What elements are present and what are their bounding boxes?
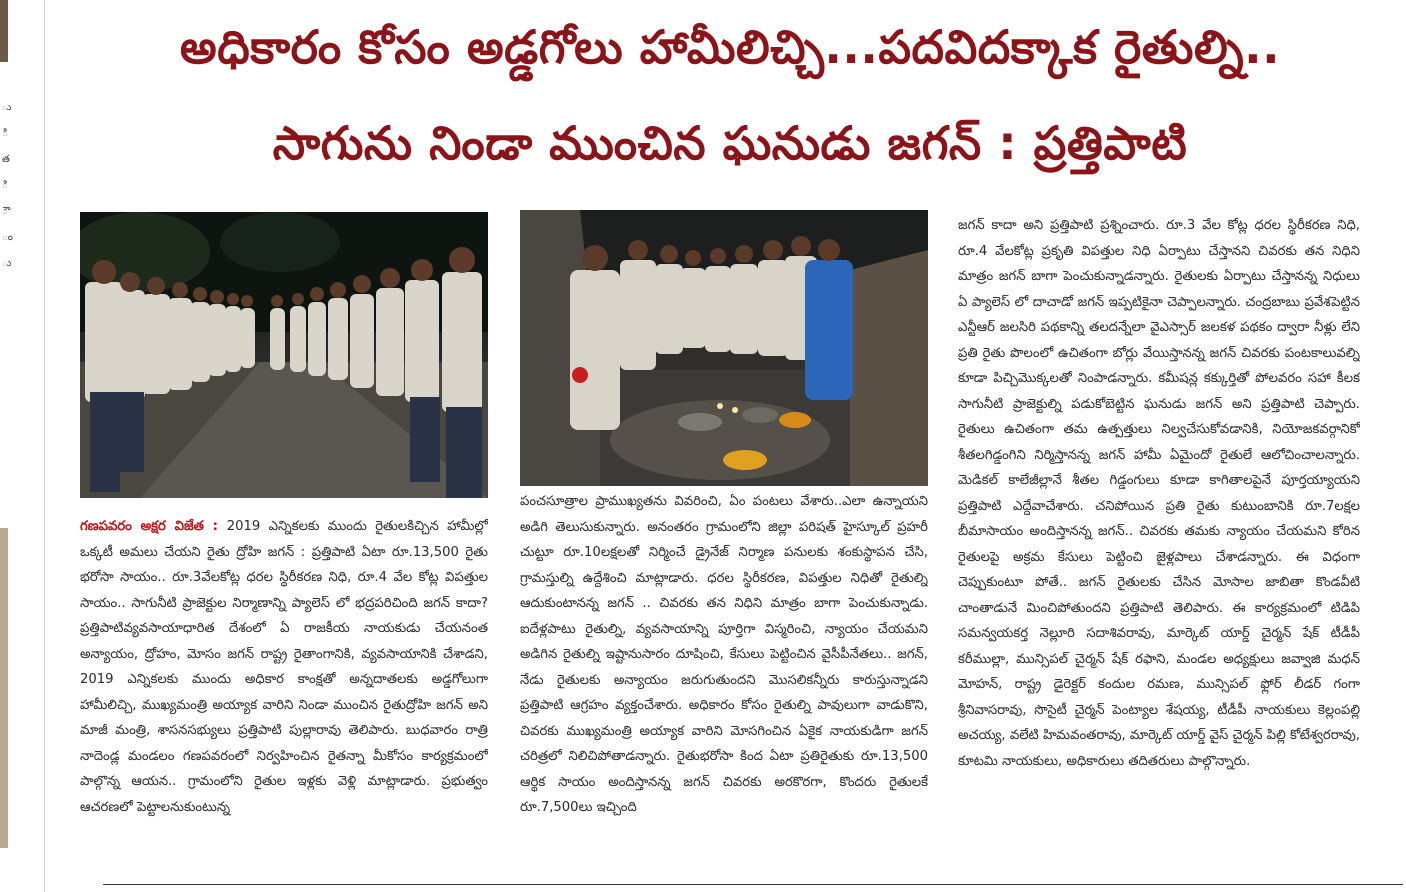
adjacent-photo-fragment: [0, 0, 8, 62]
article-body-part-3: జగన్ కాదా అని ప్రత్తిపాటి ప్రశ్నించారు. రూ.3 వేల కోట్ల ధరల స్థిరీకరణ నిధి, రూ.4 వేలకోట్ల ప్రకృతి విపత్తుల నిధి ఏర్పాటు చేస్తానని చివరకు తన నిధిని మాత్రం జగన్ బాగా పెంచుకున్నాడన్నారు. రైతులకు ఏర్పాటు చేస్తానన్న నిధులు ఏ ప్యాలెస్ లో దాచాడో జగన్ ఇప్పటికైనా చెప్పాలన్నారు. చంద్రబాబు ప్రవేశపెట్టిన ఎన్టీఆర్ జలసిరి పథకాన్ని తలదన్నేలా వైఎస్సార్ జలకళ పథకం ద్వారా నీళ్లు లేని ప్రతి రైతు పొలంలో ఉచితంగా బోర్లు వేయిస్తానన్న జగన్ చివరకు పంటకాలువల్ని కూడా పిచ్చిమొక్కలతో నింపాడన్నారు. కమీషన్ల కక్కుర్తితో పోలవరం సహా కీలక సాగునీటి ప్రాజెక్టుల్ని పడుకోబెట్టిన ఘనుడు జగన్ అని ప్రత్తిపాటి చెప్పారు. రైతులు ఉచితంగా తమ ఉత్పత్తులు నిల్వచేసుకోవడానికి, నియోజకవర్గానికో శీతలగిడ్డంగిని నిర్మిస్తానన్న జగన్ హామీ ఏమైందో రైతులే ఆలోచించాలన్నారు. మెడికల్ కాలేజీల్లానే శీతల గిడ్డంగులు కూడా కాగితాలపైనే పూర్తయ్యాయని ప్రత్తిపాటి ఎద్దేవాచేశారు. చనిపోయిన ప్రతి రైతు కుటుంబానికి రూ.7లక్షల బీమాసాయం అందిస్తానన్న జగన్.. చివరకు తమకు న్యాయం చేయమని కోరిన రైతులపై అక్రమ కేసులు పెట్టించి జైళ్లపాలు చేశాడన్నారు. ఈ విధంగా చెప్పుకుంటూ పోతే.. జగన్ రైతులకు చేసిన మోసాల జాబితా కొండవీటి చాంతాడునే మించిపోతుందని ప్రత్తిపాటి తెలిపారు. ఈ కార్యక్రమంలో టిడిపి సమన్వయకర్త నెల్లూరి సదాశివరావు, మార్కెట్ యార్డ్ చైర్మన్ షేక్ టీడీపీ కరీముల్లా, మున్సిపల్ చైర్మన్ షేక్ రఫాని, మండల అధ్యక్షులు జవ్వాజి మధన్ మోహన్, రాష్ట్ర డైరెక్టర్ కందుల రమణ, మున్సిపల్ ఫ్లోర్ లీడర్ గంగా శ్రీనివాసరావు, సొసైటీ చైర్మన్ పెంట్యాల శేషయ్య, టీడీపీ నాయకులు కెల్లంపల్లి అచయ్య, వలేటి హిమవంతరావు, మార్కెట్ యార్డ్ వైస్ చైర్మన్ పిల్లి కోటేశ్వరరావు, కూటమి నాయకులు, అధికారులు తదితరులు పాల్గొన్నారు.: [958, 218, 1360, 769]
column-divider: [44, 0, 45, 892]
news-photo-gathering: [80, 212, 488, 498]
bottom-divider: [103, 884, 1403, 885]
dateline: గణపవరం అక్షర విజేత: [80, 519, 204, 534]
adjacent-column-strip: [0, 0, 24, 892]
headline-line-2: సాగును నిండా ముంచిన ఘనుడు జగన్ : ప్రత్తిపాటి: [272, 116, 1188, 170]
photo-illustration: [80, 212, 488, 498]
article-column-2: [520, 489, 928, 866]
photo-illustration: [520, 210, 928, 486]
article-body-part-1: 2019 ఎన్నికలకు ముందు రైతులకిచ్చిన హామీల్లో ఒక్కటీ అమలు చేయని రైతు ద్రోహి జగన్ : ప్రత్తిపాటి ఏటా రూ.13,500 రైతు భరోసా సాయం.. రూ.3వేలకోట్ల ధరల స్థిరీకరణ నిధి, రూ.4 వేల కోట్ల విపత్తుల సాయం.. సాగునీటి ప్రాజెక్టుల నిర్మాణాన్ని ప్యాలెస్ లో భద్రపరిచింది జగన్ కాదా? ప్రత్తిపాటివ్యవసాయాధారిత దేశంలో ఏ రాజకీయ నాయకుడు చేయనంత అన్యాయం, ద్రోహం, మోసం జగన్ రాష్ట్ర రైతాంగానికి, వ్యవసాయానికి చేశాడని, 2019 ఎన్నికలకు ముందు అధికార కాంక్షతో అన్నదాతలకు అడ్డగోలుగా హామీలిచ్చి, ముఖ్యమంత్రి అయ్యాక వారిని నిండా ముంచిన రైతుద్రోహి జగన్ అని మాజీ మంత్రి, శాసనసభ్యులు ప్రత్తిపాటి పుల్లారావు తెలిపారు. బుధవారం రాత్రి నాదెండ్ల మండలం గణపవరంలో నిర్వహించిన రైతన్నా మీకోసం కార్యక్రమంలో పాల్గొన్న ఆయన.. గ్రామంలోని రైతుల ఇళ్లకు వెళ్లి మాట్లాడారు. ప్రభుత్వం ఆచరణలో పెట్టాలనుకుంటున్న: [80, 519, 488, 815]
dateline-separator: :: [203, 519, 227, 534]
adjacent-text-fragment: ు ి త ి ౌ ం ు: [2, 102, 13, 269]
news-photo-foundation-ceremony: [520, 210, 928, 486]
article-body-part-2: పంచసూత్రాల ప్రాముఖ్యతను వివరించి, ఏం పంటలు వేశారు..ఎలా ఉన్నాయని అడిగి తెలుసుకున్నారు. అనంతరం గ్రామంలోని జిల్లా పరిషత్ హైస్కూల్ ప్రహరీ చుట్టూ రూ.10లక్షలతో నిర్మించే డ్రైనేజ్ నిర్మాణ పనులకు శంకుస్థాపన చేసి, గ్రామస్తుల్ని ఉద్దేశించి మాట్లాడారు. ధరల స్థిరీకరణ, విపత్తుల నిధితో రైతుల్ని ఆదుకుంటానన్న జగన్ .. చివరకు తన నిధిని మాత్రం బాగా పెంచుకున్నాడు. ఐదేళ్లపాటు రైతుల్ని, వ్యవసాయాన్ని పూర్తిగా విస్మరించి, న్యాయం చేయమని అడిగిన రైతుల్ని ఇష్టానుసారం దూషించి, కేసులు పెట్టించిన వైసీపీనేతలు.. జగన్, నేడు రైతులకు అన్యాయం జరుగుతుందని మొసలికన్నీరు కారుస్తున్నాడని ప్రత్తిపాటి ఆగ్రహం వ్యక్తంచేశారు. అధికారం కోసం రైతుల్ని పావులుగా వాడుకొని, చివరకు ముఖ్యమంత్రి అయ్యాక వారిని మోసగించిన ఏకైక నాయకుడిగా జగన్ చరిత్రలో నిలిచిపోతాడన్నారు. రైతుభరోసా కింద ఏటా ప్రతిరైతుకు రూ.13,500 ఆర్థిక సాయం అందిస్తానన్న జగన్ చివరకు అరకొరగా, కొందరు రైతులకే రూ.7,500లు ఇచ్చింది: [520, 494, 928, 815]
article-column-1: [80, 514, 488, 866]
headline-line-1: అధికారం కోసం అడ్డగోలు హామీలిచ్చి...పదవిదక్కాక రైతుల్ని..: [179, 20, 1281, 74]
adjacent-photo-fragment: [0, 528, 8, 848]
article-column-3: [958, 213, 1360, 866]
